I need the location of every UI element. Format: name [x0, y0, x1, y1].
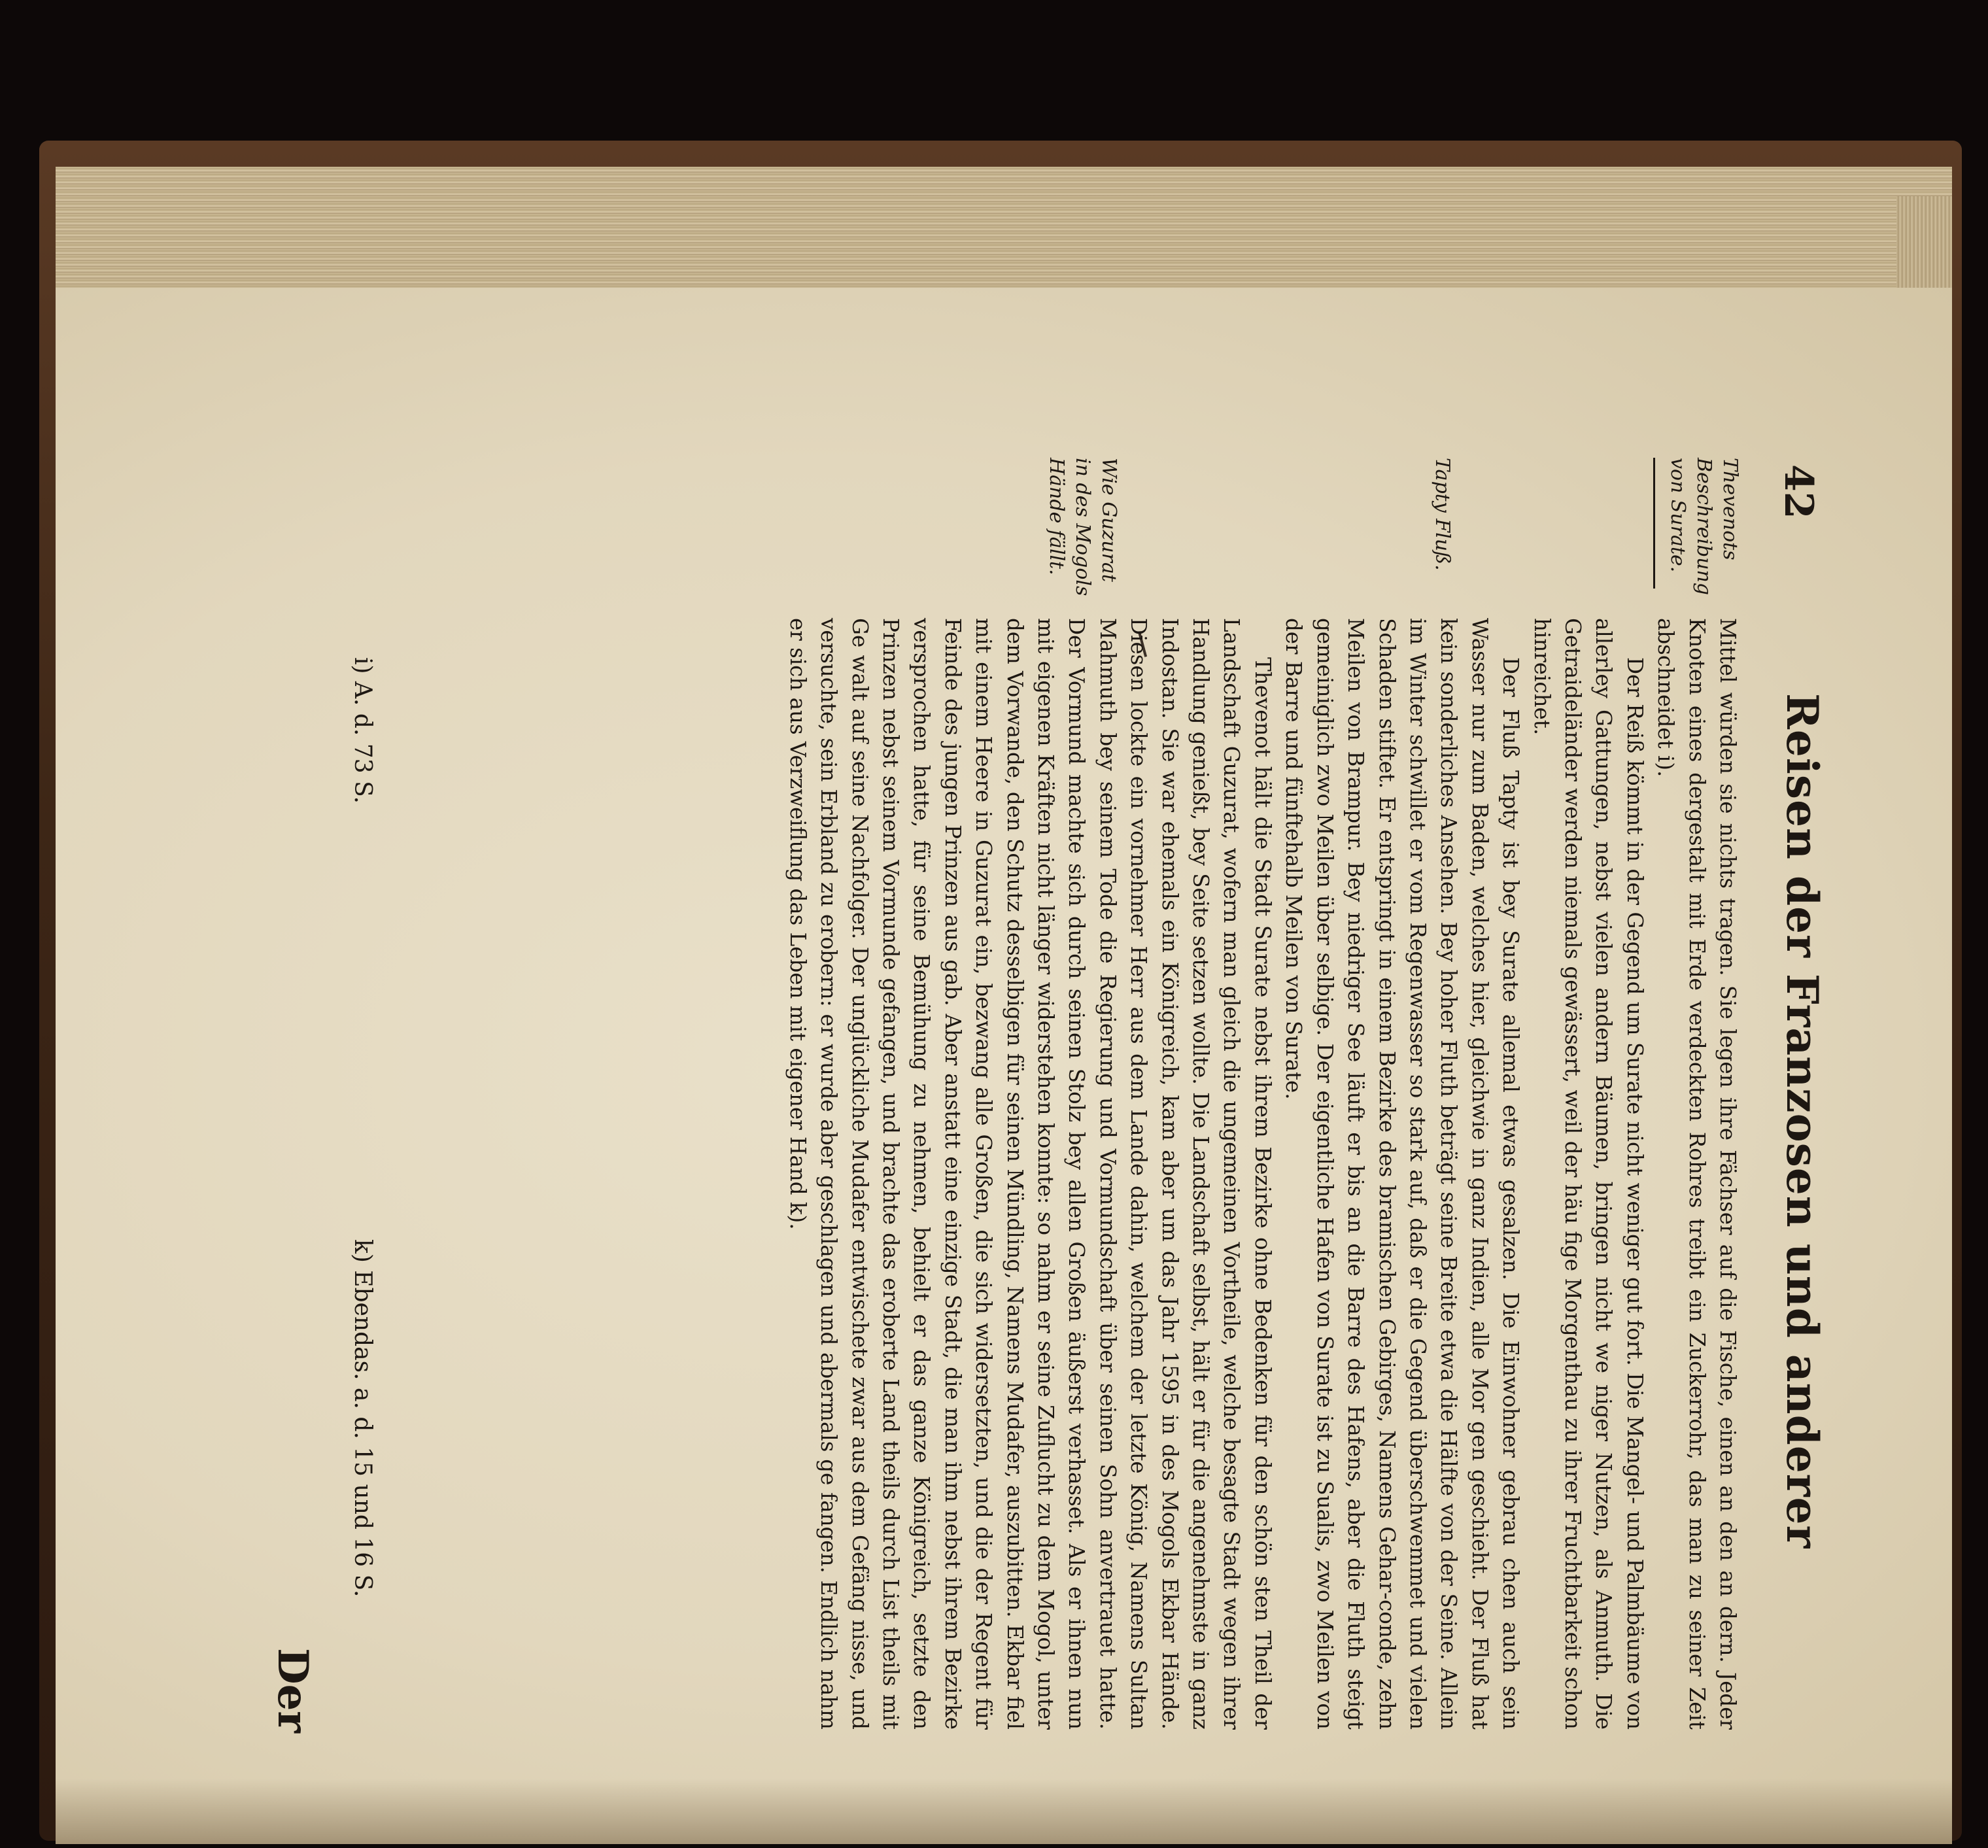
rotated-text-block [239, 458, 1834, 1733]
page-header [1756, 458, 1834, 1733]
marginal-brace [1653, 458, 1664, 589]
footnote-k: k) Ebendas. a. d. 15 und 16 S. [349, 1239, 376, 1598]
marginal-note-guzurat: Wie Guzurat in des Mogols Hände fällt. [1045, 458, 1120, 596]
page-number: 42 [1775, 464, 1821, 519]
book-page [56, 288, 1952, 1844]
marginal-note-surate: Thevenots Beschreibung von Surate. [1666, 458, 1741, 596]
marginal-note-tapty: Tapty Fluß. [1431, 458, 1454, 571]
paragraph-guzurat: Thevenot hält die Stadt Surate nebst ihrem Bezirke ohne Bedenken für den schön sten Theil der Landschaft Guzurat, wofern man gleich die ungemeinen Vortheile, welche besagte Stadt wegen ihrer Handlung genießt, bey Seite setzen wollte. Die Landschaft selbst, hält er für die angenehmste in ganz Indostan. Sie war ehemals ein Königreich, kam aber um das Jahr 1595 in des Mogols Ekbar Hände. Diesen lockte ein vornehmer Herr aus dem Lande dahin, welchem der letzte König, Namens Sultan Mahmuth bey seinem Tode die Regierung und Vormundschaft über seinen Sohn anvertrauet hatte. Der Vormund machte sich durch seinen Stolz bey allen Großen äußerst verhasset. Als er ihnen nun mit eigenen Kräften nicht länger widerstehen konnte: so nahm er seine Zuflucht zu dem Mogol, unter dem Vorwande, den Schutz desselbigen für seinen Mündling, Namens Mudafer, auszubitten. Ekbar fiel mit einem Heere in Guzurat ein, bezwang alle Großen, die sich widersetzten, und die der Regent für Feinde des jungen Prinzen aus gab. Aber anstatt eine einzige Stadt, die man ihm nebst ihrem Bezirke versprochen hatte, für seine Bemühung zu nehmen, behielt er das ganze Königreich, setzte den Prinzen nebst seinem Vormunde gefangen, und brachte das eroberte Land theils durch List theils mit Ge walt auf seine Nachfolger. Der unglückliche Mudafer entwischete zwar aus dem Gefäng nisse, und versuchte, sein Erbland zu erobern: er wurde aber geschlagen und abermals ge fangen. Endlich nahm er sich aus Verzweiflung das Leben mit eigener Hand k). [785, 618, 1275, 1730]
footnotes [324, 618, 376, 1730]
paragraph-continuation: Mittel würden sie nichts tragen. Sie legen ihre Fächser auf die Fische, einen an den an dern. Jeder Knoten eines dergestalt mit Erde verdeckten Rohres treibt ein Zuckerrohr, das man zu seiner Zeit abschneidet i). [1653, 618, 1740, 1730]
body-text [781, 618, 1743, 1730]
margin-column [369, 458, 1743, 602]
gutter-shadow [56, 1779, 1952, 1844]
running-title: Reisen der Franzosen und anderer [1777, 693, 1828, 1549]
page-edges-top [56, 167, 1952, 298]
paragraph-rice: Der Reiß kömmt in der Gegend um Surate nicht weniger gut fort. Die Mangel- und Palmbäume von allerley Gattungen, nebst vielen andern Bäumen, bringen nicht we niger Nutzen, als Anmuth. Die Getraideländer werden niemals gewässert, weil der häu fige Morgenthau zu ihrer Fruchtbarkeit schon hinreichet. [1529, 618, 1647, 1730]
footnote-i: i) A. d. 73 S. [349, 657, 376, 804]
catchword: Der [268, 1648, 317, 1733]
paragraph-tapty-river: Der Fluß Tapty ist bey Surate allemal etwas gesalzen. Die Einwohner gebrau chen auch sein Wasser nur zum Baden, welches hier, gleichwie in ganz Indien, alle Mor gen geschieht. Der Fluß hat kein sonderliches Ansehen. Bey hoher Fluth beträgt seine Breite etwa die Hälfte von der Seine. Allein im Winter schwillet er vom Regenwasser so stark auf, daß er die Gegend überschwemmet und vielen Schaden stiftet. Er entspringt in einem Bezirke des bramischen Gebirges, Namens Gehar-conde, zehn Meilen von Brampur. Bey niedriger See läuft er bis an die Barre des Hafens, aber die Fluth steigt gemeiniglich zwo Meilen über selbige. Der eigentliche Hafen von Surate ist zu Sualis, zwo Meilen von der Barre und fünftehalb Meilen von Surate. [1281, 618, 1524, 1730]
